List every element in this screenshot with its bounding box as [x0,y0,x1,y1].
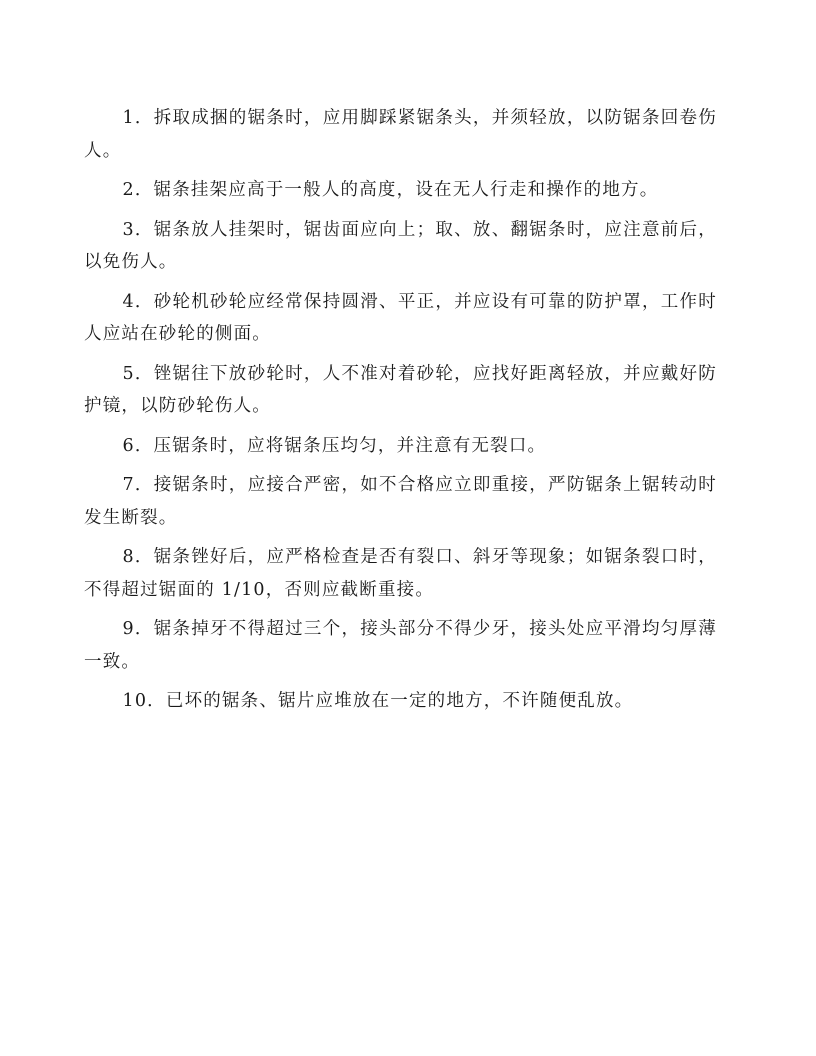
paragraph-9: 9．锯条掉牙不得超过三个，接头部分不得少牙，接头处应平滑均匀厚薄一致。 [84,619,717,672]
paragraph-7: 7．接锯条时，应接合严密，如不合格应立即重接，严防锯条上锯转动时发生断裂。 [84,475,717,528]
paragraph-3: 3．锯条放人挂架时，锯齿面应向上；取、放、翻锯条时，应注意前后，以免伤人。 [84,219,717,272]
paragraph-6: 6．压锯条时，应将锯条压均匀，并注意有无裂口。 [122,435,547,456]
paragraph-5: 5．锉锯往下放砂轮时，人不准对着砂轮，应找好距离轻放，并应戴好防护镜，以防砂轮伤人。 [84,363,717,416]
paragraph-8: 8．锯条锉好后，应严格检查是否有裂口、斜牙等现象；如锯条裂口时，不得超过锯面的 1/10，否则应截断重接。 [84,547,717,600]
paragraph-2: 2．锯条挂架应高于一般人的高度，设在无人行走和操作的地方。 [122,180,659,200]
paragraph-4: 4．砂轮机砂轮应经常保持圆滑、平正，并应设有可靠的防护罩，工作时人应站在砂轮的侧面。 [84,291,717,344]
document-body [84,102,717,725]
paragraph-1: 1．拆取成捆的锯条时，应用脚踩紧锯条头，并须轻放，以防锯条回卷伤人。 [84,108,717,161]
paragraph-10: 10．已坏的锯条、锯片应堆放在一定的地方，不许随便乱放。 [122,691,634,711]
